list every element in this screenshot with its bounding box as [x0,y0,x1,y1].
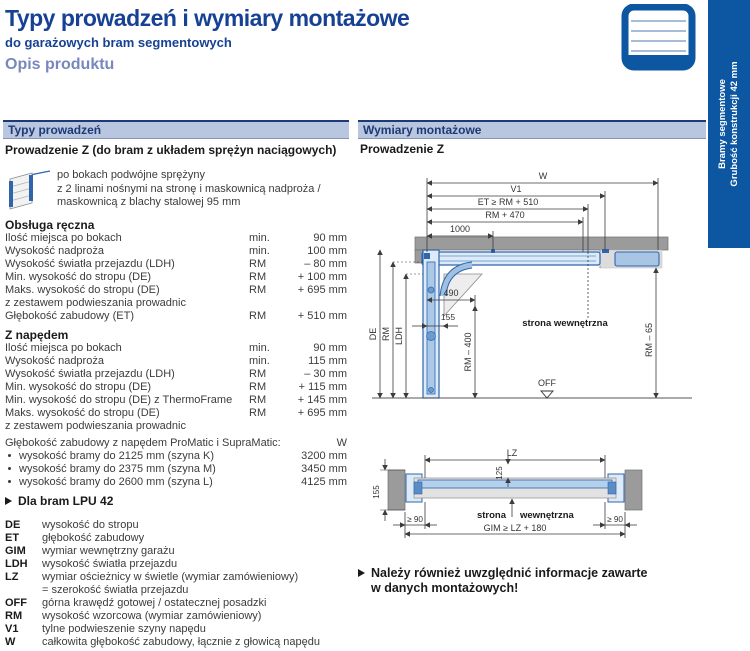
table-row: Ilość miejsca po bokach min. 90 mm [5,232,347,244]
side-tab-line1: Bramy segmentowe [717,79,728,169]
page-subtitle: do garażowych bram segmentowych [5,35,232,50]
dim-label-rm65: RM – 65 [644,322,654,358]
powered-table [5,342,347,433]
side-tab-line2: Grubość konstrukcji 42 mm [729,61,740,187]
dim-label-ge90-left: ≥ 90 [407,515,423,524]
heading-track-z: Prowadzenie Z (do bram z układem sprężyn naciągowych) [5,143,337,157]
table-row: Wysokość światła przejazdu (LDH) RM – 80 mm [5,258,347,270]
off-label: OFF [538,378,556,388]
off-marker-icon [541,391,553,398]
bar-track-types: Typy prowadzeń [3,120,349,139]
legend-row: GIM wymiar wewnętrzny garażu [5,545,175,557]
table-row: Wysokość światła przejazdu (LDH) RM – 30 mm [5,368,347,380]
bullet-dot [8,480,11,483]
dim-label-rm470: RM + 470 [485,210,525,220]
bullet-dot [8,454,11,457]
table-row: z zestawem podwieszania prowadnic [5,420,186,432]
depth-table [5,437,347,489]
dim-label-w: W [538,171,548,181]
legend-row: LZ wymiar ościeżnicy w świetle (wymiar zamówieniowy) = szerokość światła przejazdu [5,571,299,596]
door-panel-thumbnail [6,167,52,216]
intro-text: po bokach podwójne sprężyny z 2 linami nośnymi na stronę i maskownicą nadproża / maskownicą z blachy stalowej 95 mm [57,169,321,208]
legend-row: DE wysokość do stropu [5,519,139,531]
dim-label-ge90-right: ≥ 90 [607,515,623,524]
dim-label-rm400: RM – 400 [463,332,473,372]
legend-row: RM wysokość wzorcowa (wymiar zamówieniowy) [5,610,262,622]
table-row: Głębokość zabudowy z napędem ProMatic i SupraMatic: W [5,437,347,449]
section-title: Opis produktu [5,56,115,73]
ceiling-slab [415,237,668,250]
diagram-side-section [360,166,705,437]
page-title: Typy prowadzeń i wymiary montażowe [5,5,410,31]
legend-row: OFF górna krawędź gotowej / ostatecznej posadzki [5,597,267,609]
door-panel [427,262,435,394]
dim-label-ldh: LDH [394,326,404,346]
table-row: Wysokość nadproża min. 100 mm [5,245,347,257]
diagram-plan-section [360,437,705,562]
table-row: wysokość bramy do 2375 mm (szyna M) 3450 mm [5,463,347,476]
inside-label-2: wewnętrzna [520,510,574,521]
dim-label-de: DE [368,327,378,341]
table-row: Min. wysokość do stropu (DE) z ThermoFrame RM + 145 mm [5,394,347,406]
operator-head [615,252,659,266]
table-row: Głębokość zabudowy (ET) RM + 510 mm [5,310,347,322]
dim-label-lz: LZ [506,448,518,458]
legend-row: LDH wysokość światła przejazdu [5,558,178,570]
dim-label-155: 155 [440,312,456,322]
inside-label-1: strona [476,510,506,521]
table-row: Min. wysokość do stropu (DE) RM + 100 mm [5,271,347,283]
legend-row: W całkowita głębokość zabudowy, łącznie z głowicą napędu [5,636,321,648]
dim-label-v1: V1 [510,184,522,194]
legend-row: ET głębokość zabudowy [5,532,145,544]
bullet-dot [8,467,11,470]
dim-label-125: 125 [495,466,504,480]
inside-label: strona wewnętrzna [522,318,608,329]
sectional-door-icon [621,4,696,77]
arrow-bullet-icon [358,569,365,577]
legend-row: V1 tylne podwieszenie szyny napędu [5,623,206,635]
table-row: Wysokość nadproża min. 115 mm [5,355,347,367]
table-row: Ilość miejsca po bokach min. 90 mm [5,342,347,354]
table-row: Maks. wysokość do stropu (DE) RM + 695 mm [5,284,347,296]
table-row: wysokość bramy do 2125 mm (szyna K) 3200 mm [5,450,347,463]
legend [5,519,350,649]
table-row: Min. wysokość do stropu (DE) RM + 115 mm [5,381,347,393]
dim-label-490: 490 [443,288,459,298]
dim-label-et: ET ≥ RM + 510 [477,197,539,207]
dim-label-gim: GIM ≥ LZ + 180 [483,523,547,533]
manual-table [5,232,347,323]
dim-label-rm: RM [381,327,391,341]
table-row: wysokość bramy do 2600 mm (szyna L) 4125 mm [5,476,347,489]
lpu-note: Dla bram LPU 42 [5,494,113,508]
side-tab [708,0,750,248]
arrow-bullet-icon [5,497,12,505]
wall-left [388,470,405,510]
mounting-data-note: Należy również uwzględnić informacje zawarte w danych montażowych! [358,566,698,596]
heading-track-z-right: Prowadzenie Z [360,142,445,156]
bar-mounting-dimensions: Wymiary montażowe [358,120,706,139]
heading-manual: Obsługa ręczna [5,218,95,232]
wall-right [625,470,642,510]
heading-powered: Z napędem [5,328,69,342]
dim-label-155-plan: 155 [372,485,381,499]
table-row: z zestawem podwieszania prowadnic [5,297,186,309]
horizontal-track [422,252,600,265]
table-row: Maks. wysokość do stropu (DE) RM + 695 mm [5,407,347,419]
dim-label-1000: 1000 [449,224,471,234]
